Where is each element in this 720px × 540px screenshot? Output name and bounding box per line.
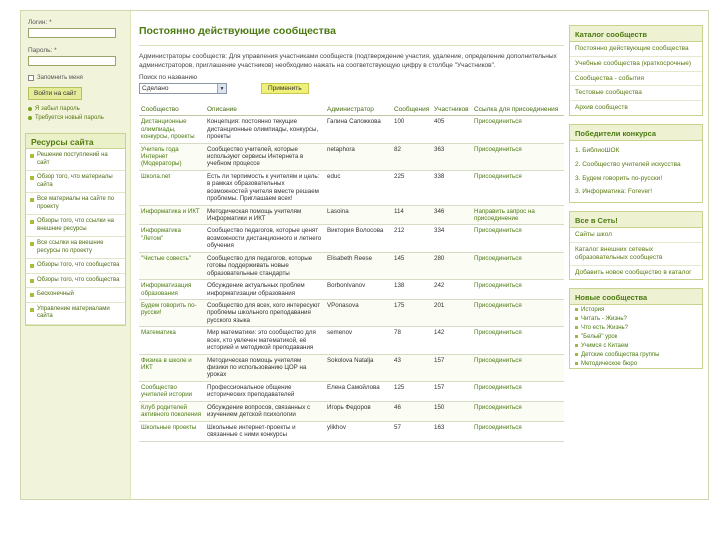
catalog-title: Каталог сообществ (570, 26, 702, 42)
community-name-link[interactable]: Будем говорить по-русски! (139, 299, 205, 326)
community-messages-count: 100 (392, 116, 432, 143)
community-name-link[interactable]: Сообщество учителей истории (139, 381, 205, 401)
community-messages-count: 145 (392, 252, 432, 279)
community-admin: BorbonIvanov (325, 280, 392, 300)
forgot-password-link[interactable] (28, 106, 123, 112)
table-row (139, 354, 564, 381)
winner-item[interactable]: 3. Информатика: Forever! (575, 188, 653, 196)
square-bullet-icon (575, 326, 578, 329)
square-bullet-icon (575, 344, 578, 347)
community-admin: Elisabeth Reese (325, 252, 392, 279)
community-name-link[interactable]: Математика (139, 327, 205, 354)
table-row (139, 205, 564, 225)
community-admin: semenov (325, 327, 392, 354)
new-community-label: История (581, 306, 605, 313)
search-label: Поиск по названию (139, 74, 197, 82)
community-messages-count: 125 (392, 381, 432, 401)
page-frame (20, 10, 709, 500)
community-description: Концепция: постоянно текущие дистанционные олимпиады, конкурсы, проекты (205, 116, 325, 143)
login-label: Логин: * (28, 19, 52, 26)
square-bullet-icon (30, 154, 34, 158)
community-messages-count: 43 (392, 354, 432, 381)
join-link[interactable]: Присоединиться (472, 143, 564, 170)
new-community-item[interactable] (570, 332, 702, 341)
square-bullet-icon (30, 264, 34, 268)
community-messages-count: 78 (392, 327, 432, 354)
forgot-password-label: Я забыл пароль (35, 106, 80, 112)
communities-table (139, 104, 564, 441)
community-admin: netaphora (325, 143, 392, 170)
new-community-label: Что есть Жизнь? (581, 324, 628, 331)
new-community-item[interactable] (570, 305, 702, 314)
join-link[interactable]: Направить запрос на присоединение (472, 205, 564, 225)
community-name-link[interactable]: Информатизация образования (139, 280, 205, 300)
community-messages-count: 212 (392, 225, 432, 252)
remember-row (28, 75, 123, 81)
community-name-link[interactable]: Школа.net (139, 170, 205, 205)
page-description: Администраторы сообществ: Для управления участниками сообществ (подтверждение участия, удаление, определение дополнительных администраторов, приглашение участников) необходимо нажать на соответствующую цифру в столбце "Участников". (139, 53, 557, 70)
catalog-item[interactable]: Постоянно действующие сообщества (570, 42, 702, 57)
new-communities-title: Новые сообщества (570, 289, 702, 305)
community-messages-count: 114 (392, 205, 432, 225)
resource-item[interactable] (26, 303, 125, 325)
community-description: Обсуждение вопросов, связанных с изучением детской психологии (205, 401, 325, 421)
community-name-link[interactable]: Информатика и ИКТ (139, 205, 205, 225)
resource-label: Обзоры того, что ссылки на внешние ресурсы (37, 218, 114, 232)
join-link[interactable]: Присоединиться (472, 381, 564, 401)
resource-label: Все ссылки на внешние ресурсы по проекту (37, 240, 104, 254)
remember-label: Запомнить меня (37, 75, 83, 81)
table-row (139, 280, 564, 300)
join-link[interactable]: Присоединиться (472, 116, 564, 143)
community-admin: Галина Сапожкова (325, 116, 392, 143)
community-admin: educ (325, 170, 392, 205)
search-row (139, 83, 564, 94)
all-online-box (569, 211, 703, 280)
new-community-item[interactable] (570, 323, 702, 332)
join-link[interactable]: Присоединиться (472, 327, 564, 354)
right-sidebar (569, 11, 709, 500)
col-header-members[interactable]: Участников (432, 104, 472, 116)
resource-label: Бесконечный (37, 291, 74, 297)
resource-label: Управление материалами сайта (37, 305, 110, 319)
col-header-description[interactable]: Описание (205, 104, 325, 116)
table-body (139, 116, 564, 441)
join-link[interactable]: Присоединиться (472, 354, 564, 381)
community-name-link[interactable]: Учитель года Интернет (Модераторы) (139, 143, 205, 170)
new-community-item[interactable] (570, 341, 702, 350)
square-bullet-icon (30, 176, 34, 180)
community-description: Мир математики: это сообщество для всех, кто увлечен математикой, её историей и методикой преподавания (205, 327, 325, 354)
col-header-join: Ссылка для присоединения (472, 104, 564, 116)
community-admin: Lasoina (325, 205, 392, 225)
community-description: Обсуждение актуальных проблем информатизации образования (205, 280, 325, 300)
new-password-link[interactable] (28, 115, 123, 121)
community-name-link[interactable]: Клуб родителей активного поколения (139, 401, 205, 421)
table-row (139, 252, 564, 279)
community-name-link[interactable]: Дистанционные олимпиады, конкурсы, проекты (139, 116, 205, 143)
resource-item[interactable] (26, 171, 125, 193)
resources-title: Ресурсы сайта (25, 133, 126, 149)
community-members-count[interactable]: 142 (432, 327, 472, 354)
login-button[interactable]: Войти на сайт (28, 87, 82, 100)
winner-item[interactable]: 3. Будем говорить по-русски! (575, 174, 663, 182)
join-link[interactable]: Присоединиться (472, 299, 564, 326)
community-messages-count: 57 (392, 421, 432, 441)
col-header-community[interactable]: Сообщество (139, 104, 205, 116)
community-admin: Игорь Федоров (325, 401, 392, 421)
password-label: Пароль: * (28, 47, 57, 54)
resources-list (25, 149, 126, 326)
resource-label: Обзор того, что материалы сайта (37, 174, 113, 188)
table-row (139, 225, 564, 252)
community-messages-count: 82 (392, 143, 432, 170)
winner-item[interactable]: 1. БиблиоШОК (575, 146, 620, 154)
new-community-item[interactable] (570, 314, 702, 323)
resource-item[interactable] (26, 288, 125, 303)
community-messages-count: 138 (392, 280, 432, 300)
community-description: Профессиональное общение исторических преподавателей (205, 381, 325, 401)
community-members-count[interactable]: 150 (432, 401, 472, 421)
login-input[interactable] (28, 28, 116, 38)
bullet-icon (28, 116, 32, 120)
community-members-count[interactable]: 338 (432, 170, 472, 205)
new-community-label: Методическое бюро (581, 360, 638, 367)
catalog-item[interactable]: Учебные сообщества (краткосрочные) (570, 57, 702, 72)
community-name-link[interactable]: Физика в школе и ИКТ (139, 354, 205, 381)
join-link[interactable]: Присоединиться (472, 401, 564, 421)
table-row (139, 381, 564, 401)
main-content (139, 11, 564, 500)
left-sidebar (21, 11, 131, 500)
community-admin: ylikhov (325, 421, 392, 441)
new-community-label: Читать - Жизнь? (581, 315, 627, 322)
community-name-link[interactable]: "Чистые совесть" (139, 252, 205, 279)
chevron-down-icon[interactable]: ▼ (217, 84, 226, 93)
community-description: Есть ли терпимость к учителям и цель: в рамках образовательных возможностей учителя вместе решаем проблемы. Приглашаем всех! (205, 170, 325, 205)
table-row (139, 299, 564, 326)
square-bullet-icon (575, 362, 578, 365)
community-description: Сообщество для педагогов, которые готовы поддерживать новые образовательные стандарты (205, 252, 325, 279)
resource-item[interactable] (26, 193, 125, 215)
bullet-icon (28, 107, 32, 111)
community-description: Методическая помощь учителям Информатики и ИКТ (205, 205, 325, 225)
resource-label: Все материалы на сайте по проекту (37, 196, 115, 210)
community-admin: Виктория Волосова (325, 225, 392, 252)
search-select-value: Сделано (142, 85, 169, 93)
resource-item[interactable] (26, 215, 125, 237)
new-community-label: "Белый" урок (581, 333, 618, 340)
table-row (139, 170, 564, 205)
all-online-item[interactable]: Добавить новое сообщество в каталог (575, 268, 692, 276)
remember-checkbox[interactable] (28, 75, 34, 81)
all-online-title: Все в Сеть! (570, 212, 702, 228)
community-admin: VPonasova (325, 299, 392, 326)
community-members-count[interactable]: 157 (432, 354, 472, 381)
table-row (139, 421, 564, 441)
catalog-item[interactable]: Архив сообществ (575, 104, 628, 112)
community-messages-count: 46 (392, 401, 432, 421)
square-bullet-icon (30, 293, 34, 297)
community-admin: Sokolova Natalja (325, 354, 392, 381)
square-bullet-icon (30, 198, 34, 202)
community-description: Методическая помощь учителям физики по использованию ЦОР на уроках (205, 354, 325, 381)
community-members-count[interactable]: 157 (432, 381, 472, 401)
community-admin: Елена Самойлова (325, 381, 392, 401)
catalog-item[interactable]: Сообщества - события (570, 72, 702, 87)
winners-box (569, 124, 703, 203)
square-bullet-icon (575, 308, 578, 311)
community-members-count[interactable]: 334 (432, 225, 472, 252)
page-title: Постоянно действующие сообщества (139, 11, 564, 46)
community-members-count[interactable]: 163 (432, 421, 472, 441)
apply-button[interactable]: Применить (261, 83, 309, 94)
table-row (139, 327, 564, 354)
catalog-box (569, 25, 703, 116)
all-online-item[interactable]: Каталог внешних сетевых образовательных сообществ (570, 243, 702, 266)
community-members-count[interactable]: 346 (432, 205, 472, 225)
square-bullet-icon (30, 242, 34, 246)
community-description: Сообщество для всех, кого интересуют проблемы школьного преподавания русского языка (205, 299, 325, 326)
join-link[interactable]: Присоединиться (472, 421, 564, 441)
table-row (139, 116, 564, 143)
new-community-item[interactable] (570, 350, 702, 359)
table-row (139, 401, 564, 421)
square-bullet-icon (30, 220, 34, 224)
resource-item[interactable] (26, 149, 125, 171)
new-community-label: Детские сообщества группы (581, 351, 660, 358)
table-header-row (139, 104, 564, 116)
community-members-count[interactable]: 405 (432, 116, 472, 143)
join-link[interactable]: Присоединиться (472, 252, 564, 279)
password-input[interactable] (28, 56, 116, 66)
resource-item[interactable] (26, 274, 125, 289)
square-bullet-icon (30, 308, 34, 312)
community-name-link[interactable]: Школьные проекты (139, 421, 205, 441)
col-header-messages[interactable]: Сообщения (392, 104, 432, 116)
square-bullet-icon (575, 335, 578, 338)
new-password-label: Требуется новый пароль (35, 115, 104, 121)
winners-title: Победители конкурса (570, 125, 702, 141)
new-community-item[interactable] (570, 359, 702, 368)
join-link[interactable]: Присоединиться (472, 225, 564, 252)
community-description: Сообщество учителей, которые используют сервисы Интернета в учебном процессе (205, 143, 325, 170)
col-header-admin[interactable]: Администратор (325, 104, 392, 116)
community-members-count[interactable]: 242 (432, 280, 472, 300)
community-messages-count: 175 (392, 299, 432, 326)
community-members-count[interactable]: 280 (432, 252, 472, 279)
resource-item[interactable] (26, 237, 125, 259)
community-messages-count: 225 (392, 170, 432, 205)
all-online-item[interactable]: Сайты школ (570, 228, 702, 243)
search-select[interactable] (139, 83, 227, 94)
resource-label: Решение поступлений на сайт (37, 152, 108, 166)
resource-label: Обзоры того, что сообщества (37, 262, 120, 268)
square-bullet-icon (575, 317, 578, 320)
catalog-item[interactable]: Тестовые сообщества (570, 86, 702, 101)
new-community-label: Учимся с Китаем (581, 342, 629, 349)
resource-item[interactable] (26, 259, 125, 274)
community-description: Школьные интернет-проекты и связанные с ними конкурсы (205, 421, 325, 441)
square-bullet-icon (30, 279, 34, 283)
new-communities-box (569, 288, 703, 369)
login-form (21, 11, 130, 121)
join-link[interactable]: Присоединиться (472, 280, 564, 300)
resource-label: Обзоры того, что сообщества (37, 276, 120, 283)
square-bullet-icon (575, 353, 578, 356)
community-members-count[interactable]: 363 (432, 143, 472, 170)
table-row (139, 143, 564, 170)
community-name-link[interactable]: Информатика "Летом" (139, 225, 205, 252)
community-description: Сообщество педагогов, которые ценят возможности дистанционного и летнего обучения (205, 225, 325, 252)
join-link[interactable]: Присоединиться (472, 170, 564, 205)
winner-item[interactable]: 2. Сообщество учителей искусства (575, 160, 681, 168)
community-members-count[interactable]: 201 (432, 299, 472, 326)
